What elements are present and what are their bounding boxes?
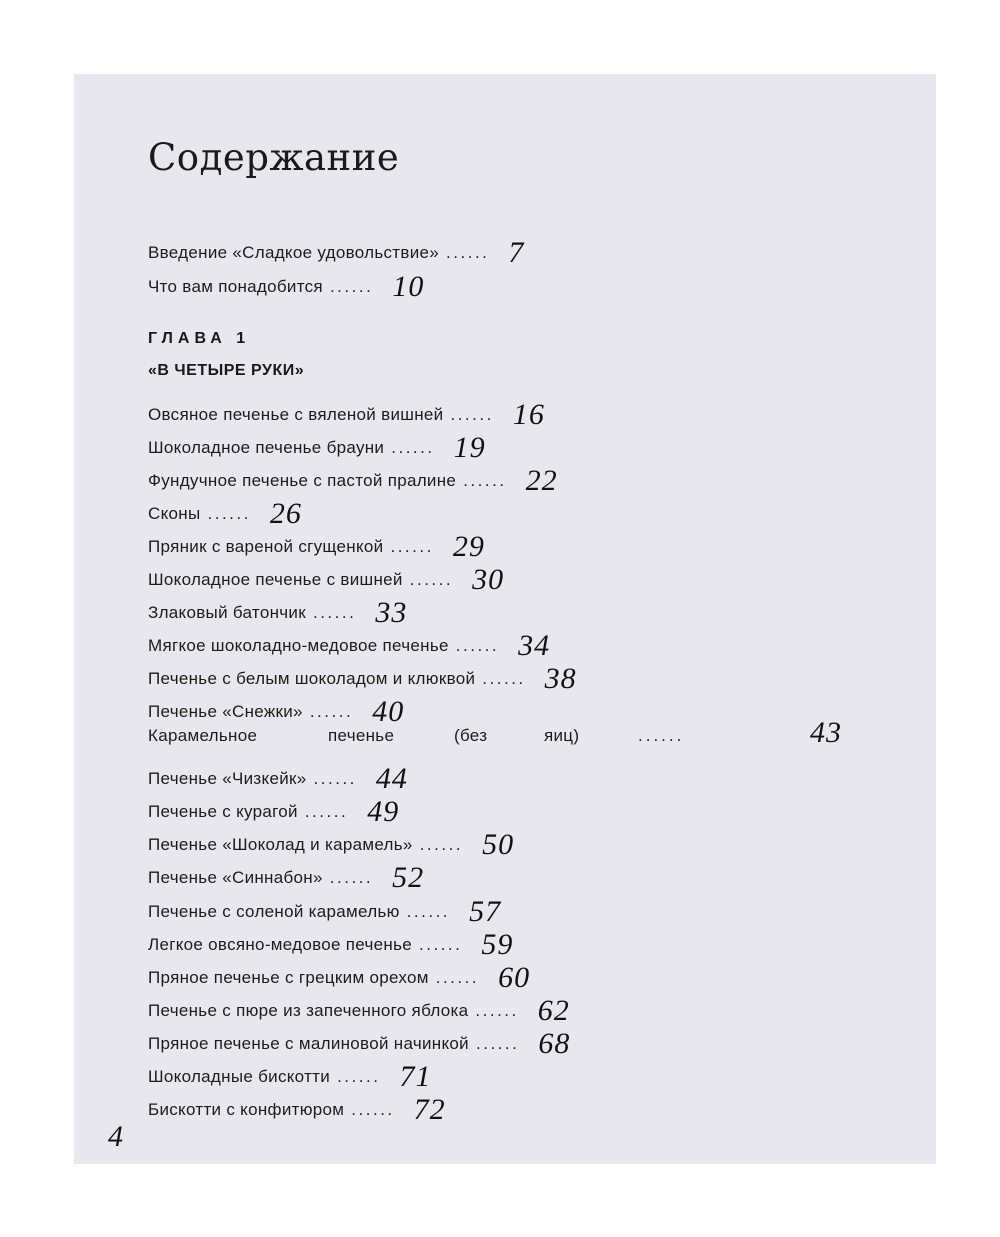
toc-entry[interactable] bbox=[148, 716, 848, 750]
toc-entry[interactable] bbox=[148, 427, 486, 464]
toc-leader-dots: ...... bbox=[351, 1100, 395, 1119]
toc-entry-word: печенье bbox=[328, 726, 395, 745]
toc-entry[interactable] bbox=[148, 857, 425, 894]
toc-entry[interactable] bbox=[148, 1056, 432, 1093]
toc-entry-label: Мягкое шоколадно-медовое печенье bbox=[148, 636, 449, 655]
toc-entry[interactable] bbox=[148, 990, 570, 1027]
toc-leader-dots: ...... bbox=[419, 935, 463, 954]
toc-leader-dots: ...... bbox=[391, 438, 435, 457]
toc-page-number: 57 bbox=[469, 895, 502, 928]
chapter-name: «В ЧЕТЫРЕ РУКИ» bbox=[148, 362, 305, 379]
toc-entry-label: Шоколадные бискотти bbox=[148, 1067, 331, 1086]
toc-entry-label: Печенье с белым шоколадом и клюквой bbox=[148, 669, 476, 688]
toc-page-number: 52 bbox=[392, 861, 425, 894]
toc-page-number: 49 bbox=[367, 795, 400, 828]
toc-page-number: 50 bbox=[482, 828, 515, 861]
toc-entry-label: Шоколадное печенье с вишней bbox=[148, 570, 403, 589]
toc-page-number: 10 bbox=[392, 270, 425, 303]
toc-entry-label: Печенье с пюре из запеченного яблока bbox=[148, 1001, 469, 1020]
toc-entry-label: Овсяное печенье с вяленой вишней bbox=[148, 405, 444, 424]
toc-entry-word: (без bbox=[454, 726, 488, 745]
toc-page-number: 38 bbox=[544, 662, 577, 695]
toc-entry-label: Печенье «Шоколад и карамель» bbox=[148, 835, 413, 854]
toc-entry[interactable] bbox=[148, 493, 302, 530]
toc-entry-label: Бискотти с конфитюром bbox=[148, 1100, 345, 1119]
toc-entry-label: Шоколадное печенье брауни bbox=[148, 438, 385, 457]
toc-leader-dots: ...... bbox=[406, 902, 451, 921]
folio-page-number: 4 bbox=[108, 1120, 123, 1153]
toc-entry[interactable] bbox=[148, 526, 485, 563]
toc-leader-dots: ...... bbox=[435, 968, 480, 987]
page-title: Содержание bbox=[148, 136, 400, 179]
toc-entry-word: Карамельное bbox=[148, 726, 258, 745]
toc-entry[interactable] bbox=[148, 1089, 446, 1126]
toc-leader-dots: ...... bbox=[337, 1067, 381, 1086]
toc-entry-label: Злаковый батончик bbox=[148, 603, 306, 622]
toc-page-number: 29 bbox=[452, 530, 485, 563]
toc-page-number: 60 bbox=[498, 961, 531, 994]
toc-entry-word: яиц) bbox=[544, 726, 580, 745]
toc-entry-label: Легкое овсяно-медовое печенье bbox=[148, 935, 412, 954]
toc-page-number: 44 bbox=[375, 762, 408, 795]
toc-entry-label: Печенье «Снежки» bbox=[148, 702, 303, 721]
toc-entry-label: Сконы bbox=[148, 504, 201, 523]
toc-page-number: 62 bbox=[537, 994, 570, 1027]
toc-page-number: 34 bbox=[518, 629, 551, 662]
toc-entry[interactable] bbox=[148, 957, 531, 994]
toc-entry[interactable] bbox=[148, 691, 405, 728]
toc-leader-dots: ...... bbox=[475, 1001, 519, 1020]
toc-page-number: 30 bbox=[472, 563, 505, 596]
toc-entry[interactable] bbox=[148, 460, 558, 497]
toc-page-number: 59 bbox=[481, 928, 514, 961]
toc-page-number: 19 bbox=[453, 431, 486, 464]
toc-leader-dots: ...... bbox=[390, 537, 434, 556]
toc-entry[interactable] bbox=[148, 758, 408, 795]
toc-entry[interactable] bbox=[148, 266, 425, 303]
toc-page-number: 68 bbox=[538, 1027, 571, 1060]
toc-leader-dots: ...... bbox=[329, 277, 374, 296]
toc-entry-label: Печенье «Чизкейк» bbox=[148, 769, 307, 788]
toc-leader-dots: ...... bbox=[409, 570, 454, 589]
toc-leader-dots: ...... bbox=[450, 405, 494, 424]
toc-entry[interactable] bbox=[148, 891, 502, 928]
toc-page-number: 33 bbox=[375, 596, 408, 629]
toc-leader-dots: ...... bbox=[309, 702, 354, 721]
toc-entry[interactable] bbox=[148, 592, 408, 629]
toc-leader-dots: ...... bbox=[446, 243, 490, 262]
toc-entry[interactable] bbox=[148, 791, 400, 828]
toc-entry[interactable] bbox=[148, 1023, 571, 1060]
toc-leader-dots: ...... bbox=[419, 835, 464, 854]
toc-leader-dots: ...... bbox=[207, 504, 251, 523]
toc-page-number: 22 bbox=[525, 464, 558, 497]
toc-leader-dots: ...... bbox=[638, 726, 685, 745]
toc-entry[interactable] bbox=[148, 625, 551, 662]
toc-leader-dots: ...... bbox=[312, 603, 357, 622]
toc-page-number: 26 bbox=[269, 497, 302, 530]
toc-entry-label: Фундучное печенье с пастой пралине bbox=[148, 471, 457, 490]
toc-leader-dots: ...... bbox=[463, 471, 507, 490]
toc-leader-dots: ...... bbox=[482, 669, 526, 688]
toc-entry-label: Печенье «Синнабон» bbox=[148, 868, 323, 887]
toc-entry-label: Пряное печенье с грецким орехом bbox=[148, 968, 429, 987]
toc-entry-label: Печенье с соленой карамелью bbox=[148, 902, 400, 921]
toc-entry[interactable] bbox=[148, 658, 577, 695]
toc-page-number: 72 bbox=[413, 1093, 446, 1126]
toc-leader-dots: ...... bbox=[329, 868, 374, 887]
toc-entry[interactable] bbox=[148, 559, 505, 596]
toc-page-number: 7 bbox=[508, 236, 525, 269]
toc-leader-dots: ...... bbox=[476, 1034, 520, 1053]
toc-entry-label: Что вам понадобится bbox=[148, 277, 323, 296]
toc-entry-label: Пряник с вареной сгущенкой bbox=[148, 537, 384, 556]
toc-entry-label: Введение «Сладкое удовольствие» bbox=[148, 243, 440, 262]
chapter-label: ГЛАВА 1 bbox=[148, 330, 251, 347]
toc-entry[interactable] bbox=[148, 824, 515, 861]
toc-page-number: 16 bbox=[512, 398, 545, 431]
toc-entry-label: Печенье с курагой bbox=[148, 802, 298, 821]
toc-entry[interactable] bbox=[148, 394, 545, 431]
toc-page-number: 40 bbox=[372, 695, 405, 728]
book-page bbox=[74, 74, 936, 1164]
toc-leader-dots: ...... bbox=[304, 802, 349, 821]
toc-page-number: 43 bbox=[810, 716, 842, 749]
toc-leader-dots: ...... bbox=[455, 636, 500, 655]
toc-entry-label: Пряное печенье с малиновой начинкой bbox=[148, 1034, 469, 1053]
toc-leader-dots: ...... bbox=[313, 769, 357, 788]
toc-entry[interactable] bbox=[148, 924, 514, 961]
toc-entry[interactable] bbox=[148, 232, 525, 269]
toc-page-number: 71 bbox=[399, 1060, 432, 1093]
